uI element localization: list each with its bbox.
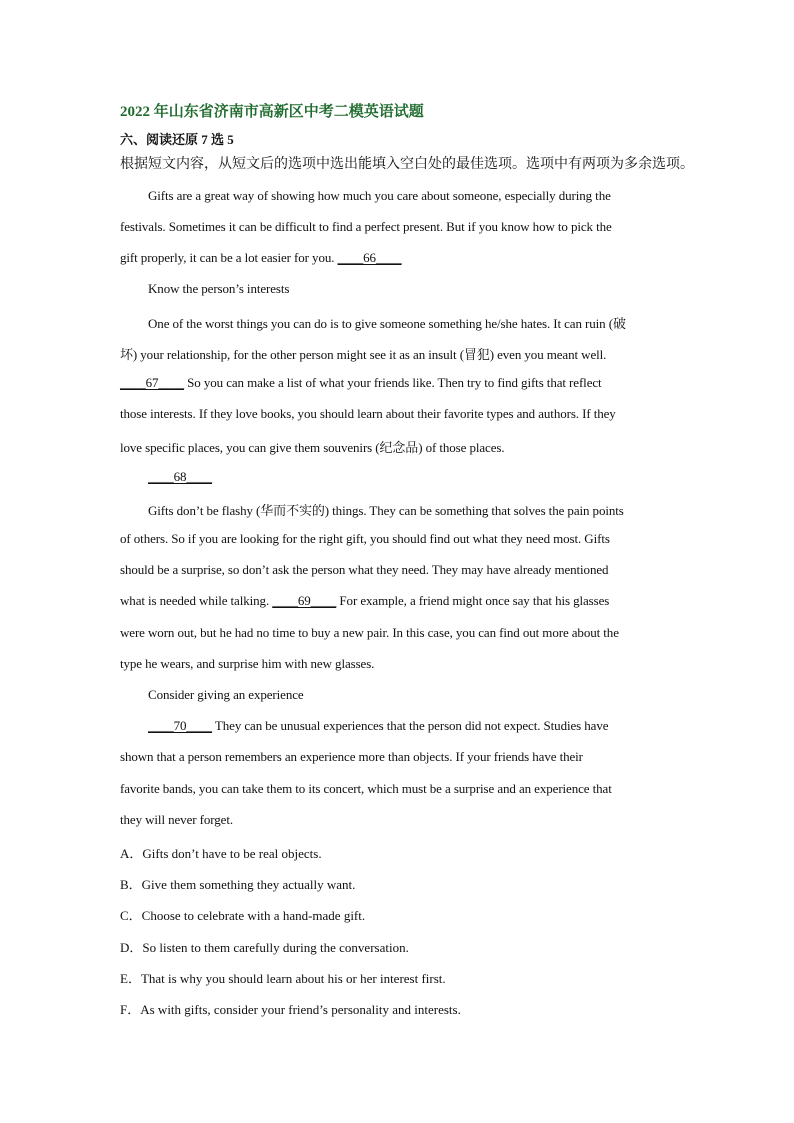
- option-d: D．So listen to them carefully during the conversation.: [120, 940, 409, 955]
- passage-line: love specific places, you can give them souvenirs (纪念品) of those places.: [120, 440, 505, 455]
- passage-line: gift properly, it can be a lot easier for you. ____66____: [120, 250, 402, 265]
- option-b: B．Give them something they actually want.: [120, 877, 356, 892]
- passage-line: ____67____ So you can make a list of what your friends like. Then try to find gifts that reflect: [120, 375, 602, 390]
- passage-line: ____70____ They can be unusual experiences that the person did not expect. Studies have: [148, 718, 609, 733]
- blank-67: ____67____: [120, 375, 185, 390]
- passage-line: what is needed while talking. ____69____ For example, a friend might once say that his glasses: [120, 593, 610, 608]
- doc-title: 2022 年山东省济南市高新区中考二模英语试题: [120, 104, 424, 120]
- passage-line: Gifts don’t be flashy (华而不实的) things. They can be something that solves the pain points: [148, 503, 624, 518]
- passage-line: type he wears, and surprise him with new glasses.: [120, 656, 375, 671]
- option-f: F．As with gifts, consider your friend’s personality and interests.: [120, 1002, 461, 1017]
- passage-line: 坏) your relationship, for the other person might see it as an insult (冒犯) even you meant well.: [120, 347, 607, 362]
- passage-line: favorite bands, you can take them to its concert, which must be a surprise and an experience that: [120, 781, 612, 796]
- option-e: E．That is why you should learn about his or her interest first.: [120, 971, 446, 986]
- passage-line: those interests. If they love books, you should learn about their favorite types and authors. If they: [120, 406, 616, 421]
- passage-line: One of the worst things you can do is to give someone something he/she hates. It can ruin (破: [148, 316, 626, 331]
- subheading: Know the person’s interests: [148, 281, 290, 296]
- passage-line: [148, 469, 212, 485]
- passage-line: shown that a person remembers an experience more than objects. If your friends have their: [120, 749, 583, 764]
- blank-66: ____66____: [337, 250, 402, 265]
- blank-68: ____68____: [148, 469, 213, 484]
- passage-line: Gifts are a great way of showing how much you care about someone, especially during the: [148, 188, 611, 203]
- option-c: C．Choose to celebrate with a hand-made gift.: [120, 908, 366, 923]
- subheading: Consider giving an experience: [148, 687, 304, 702]
- instructions: 根据短文内容，从短文后的选项中选出能填入空白处的最佳选项。选项中有两项为多余选项。: [120, 157, 694, 172]
- blank-70: ____70____: [148, 718, 213, 733]
- passage-line: of others. So if you are looking for the right gift, you should find out what they need most. Gifts: [120, 531, 610, 546]
- blank-69: ____69____: [272, 593, 337, 608]
- option-a: A．Gifts don’t have to be real objects.: [120, 846, 322, 861]
- section-heading: 六、阅读还原 7 选 5: [120, 132, 234, 147]
- passage-line: should be a surprise, so don’t ask the person what they need. They may have already mentioned: [120, 562, 609, 577]
- passage-line: festivals. Sometimes it can be difficult to find a perfect present. But if you know how to pick the: [120, 219, 612, 234]
- passage-line: were worn out, but he had no time to buy a new pair. In this case, you can find out more about the: [120, 625, 619, 640]
- passage-line: they will never forget.: [120, 812, 233, 827]
